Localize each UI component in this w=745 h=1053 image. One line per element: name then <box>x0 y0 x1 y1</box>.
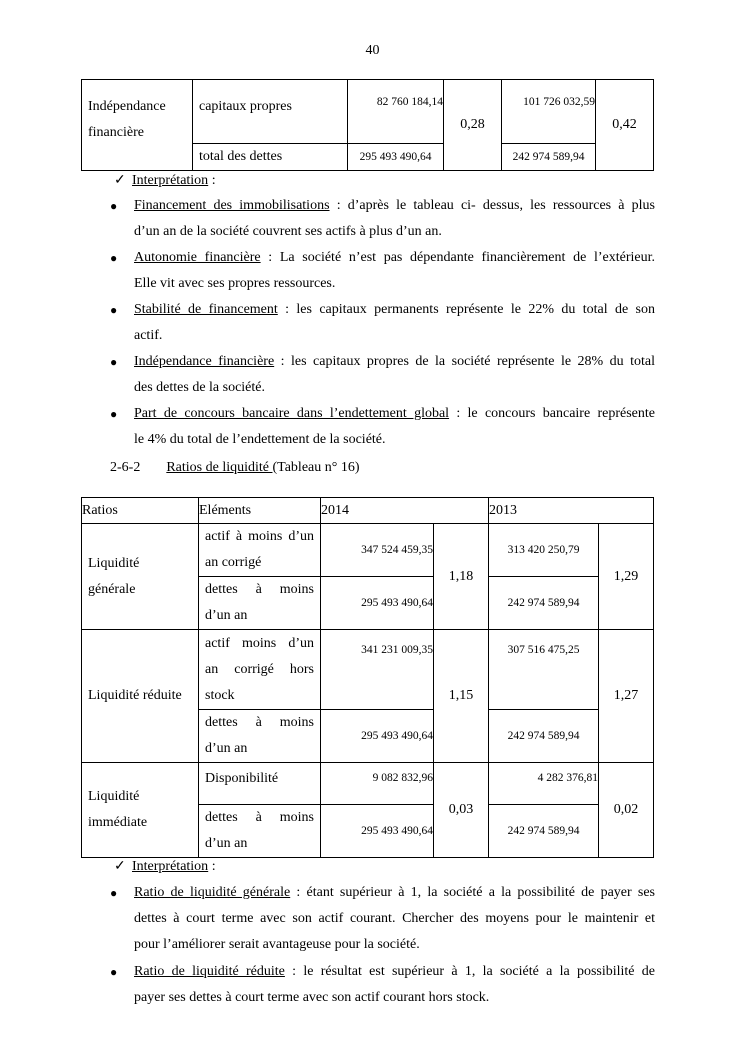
list-item: ● Indépendance financière : les capitaux propres de la société représente le 28% du total des dettes de la société. <box>110 349 655 401</box>
bullet-icon: ● <box>110 965 118 979</box>
value-2013: 242 974 589,94 <box>489 577 599 630</box>
row-label-liquidite-generale: Liquidité générale <box>82 524 199 630</box>
ratio-2014: 1,18 <box>434 524 489 630</box>
value-2014: 295 493 490,64 <box>321 577 434 630</box>
value-2013: 313 420 250,79 <box>489 524 599 577</box>
interpretation-heading: ✓ Interprétation : <box>114 173 216 188</box>
checkmark-icon: ✓ <box>114 173 126 188</box>
value-2014: 82 760 184,14 <box>348 80 444 144</box>
list-item: ● Stabilité de financement : les capitaux permanents représente le 22% du total de son actif. <box>110 297 655 349</box>
bullet-icon: ● <box>110 199 118 213</box>
element-disponibilite: Disponibilité <box>199 763 321 805</box>
element-total-dettes: total des dettes <box>193 144 348 171</box>
independence-table <box>81 79 654 171</box>
liquidity-table <box>81 497 654 858</box>
value-2013: 101 726 032,59 <box>502 80 596 144</box>
value-2013: 242 974 589,94 <box>502 144 596 171</box>
ratio-2014: 0,28 <box>444 80 502 171</box>
bullet-icon: ● <box>110 303 118 317</box>
section-heading: 2-6-2 Ratios de liquidité (Tableau n° 16) <box>110 460 360 475</box>
element-actif: actif à moins d’un an corrigé <box>199 524 321 577</box>
header-2014: 2014 <box>321 498 489 524</box>
value-2013: 242 974 589,94 <box>489 710 599 763</box>
value-2014: 9 082 832,96 <box>321 763 434 805</box>
bullet-icon: ● <box>110 886 118 900</box>
value-2013: 242 974 589,94 <box>489 805 599 858</box>
ratio-2013: 1,29 <box>599 524 654 630</box>
row-label-independance: Indépendance financière <box>82 80 193 171</box>
bullet-icon: ● <box>110 355 118 369</box>
list-item: ● Ratio de liquidité générale : étant supérieur à 1, la société a la possibilité de payer ses dettes à court terme avec son actif courant. Chercher des moyens pour le maintenir et pour l’améliorer serait avantageuse pour la société. <box>110 880 655 958</box>
element-actif: actif moins d’un an corrigé hors stock <box>199 630 321 710</box>
ratio-2013: 1,27 <box>599 630 654 763</box>
value-2014: 347 524 459,35 <box>321 524 434 577</box>
page-number: 40 <box>365 43 380 58</box>
element-dettes: dettes à moins d’un an <box>199 710 321 763</box>
list-item: ● Ratio de liquidité réduite : le résultat est supérieur à 1, la société a la possibilité de payer ses dettes à court terme avec son actif courant hors stock. <box>110 959 655 1011</box>
bullet-icon: ● <box>110 251 118 265</box>
list-item: ● Part de concours bancaire dans l’endettement global : le concours bancaire représente le 4% du total de l’endettement de la société. <box>110 401 655 453</box>
element-dettes: dettes à moins d’un an <box>199 577 321 630</box>
list-item: ● Autonomie financière : La société n’est pas dépendante financièrement de l’extérieur. Elle vit avec ses propres ressources. <box>110 245 655 297</box>
element-capitaux-propres: capitaux propres <box>193 80 348 144</box>
value-2014: 341 231 009,35 <box>321 630 434 710</box>
list-item: ● Financement des immobilisations : d’après le tableau ci- dessus, les ressources à plus d’un an de la société couvrent ses actifs à plus d’un an. <box>110 193 655 245</box>
bullet-icon: ● <box>110 407 118 421</box>
row-label-liquidite-reduite: Liquidité réduite <box>82 630 199 763</box>
row-label-liquidite-immediate: Liquidité immédiate <box>82 763 199 858</box>
value-2014: 295 493 490,64 <box>348 144 444 171</box>
ratio-2014: 0,03 <box>434 763 489 858</box>
value-2014: 295 493 490,64 <box>321 710 434 763</box>
value-2014: 295 493 490,64 <box>321 805 434 858</box>
header-2013: 2013 <box>489 498 654 524</box>
interpretation-heading: ✓ Interprétation : <box>114 859 216 874</box>
value-2013: 307 516 475,25 <box>489 630 599 710</box>
header-ratios: Ratios <box>82 498 199 524</box>
value-2013: 4 282 376,81 <box>489 763 599 805</box>
header-elements: Eléments <box>199 498 321 524</box>
element-dettes: dettes à moins d’un an <box>199 805 321 858</box>
checkmark-icon: ✓ <box>114 859 126 874</box>
ratio-2013: 0,02 <box>599 763 654 858</box>
ratio-2014: 1,15 <box>434 630 489 763</box>
ratio-2013: 0,42 <box>596 80 654 171</box>
